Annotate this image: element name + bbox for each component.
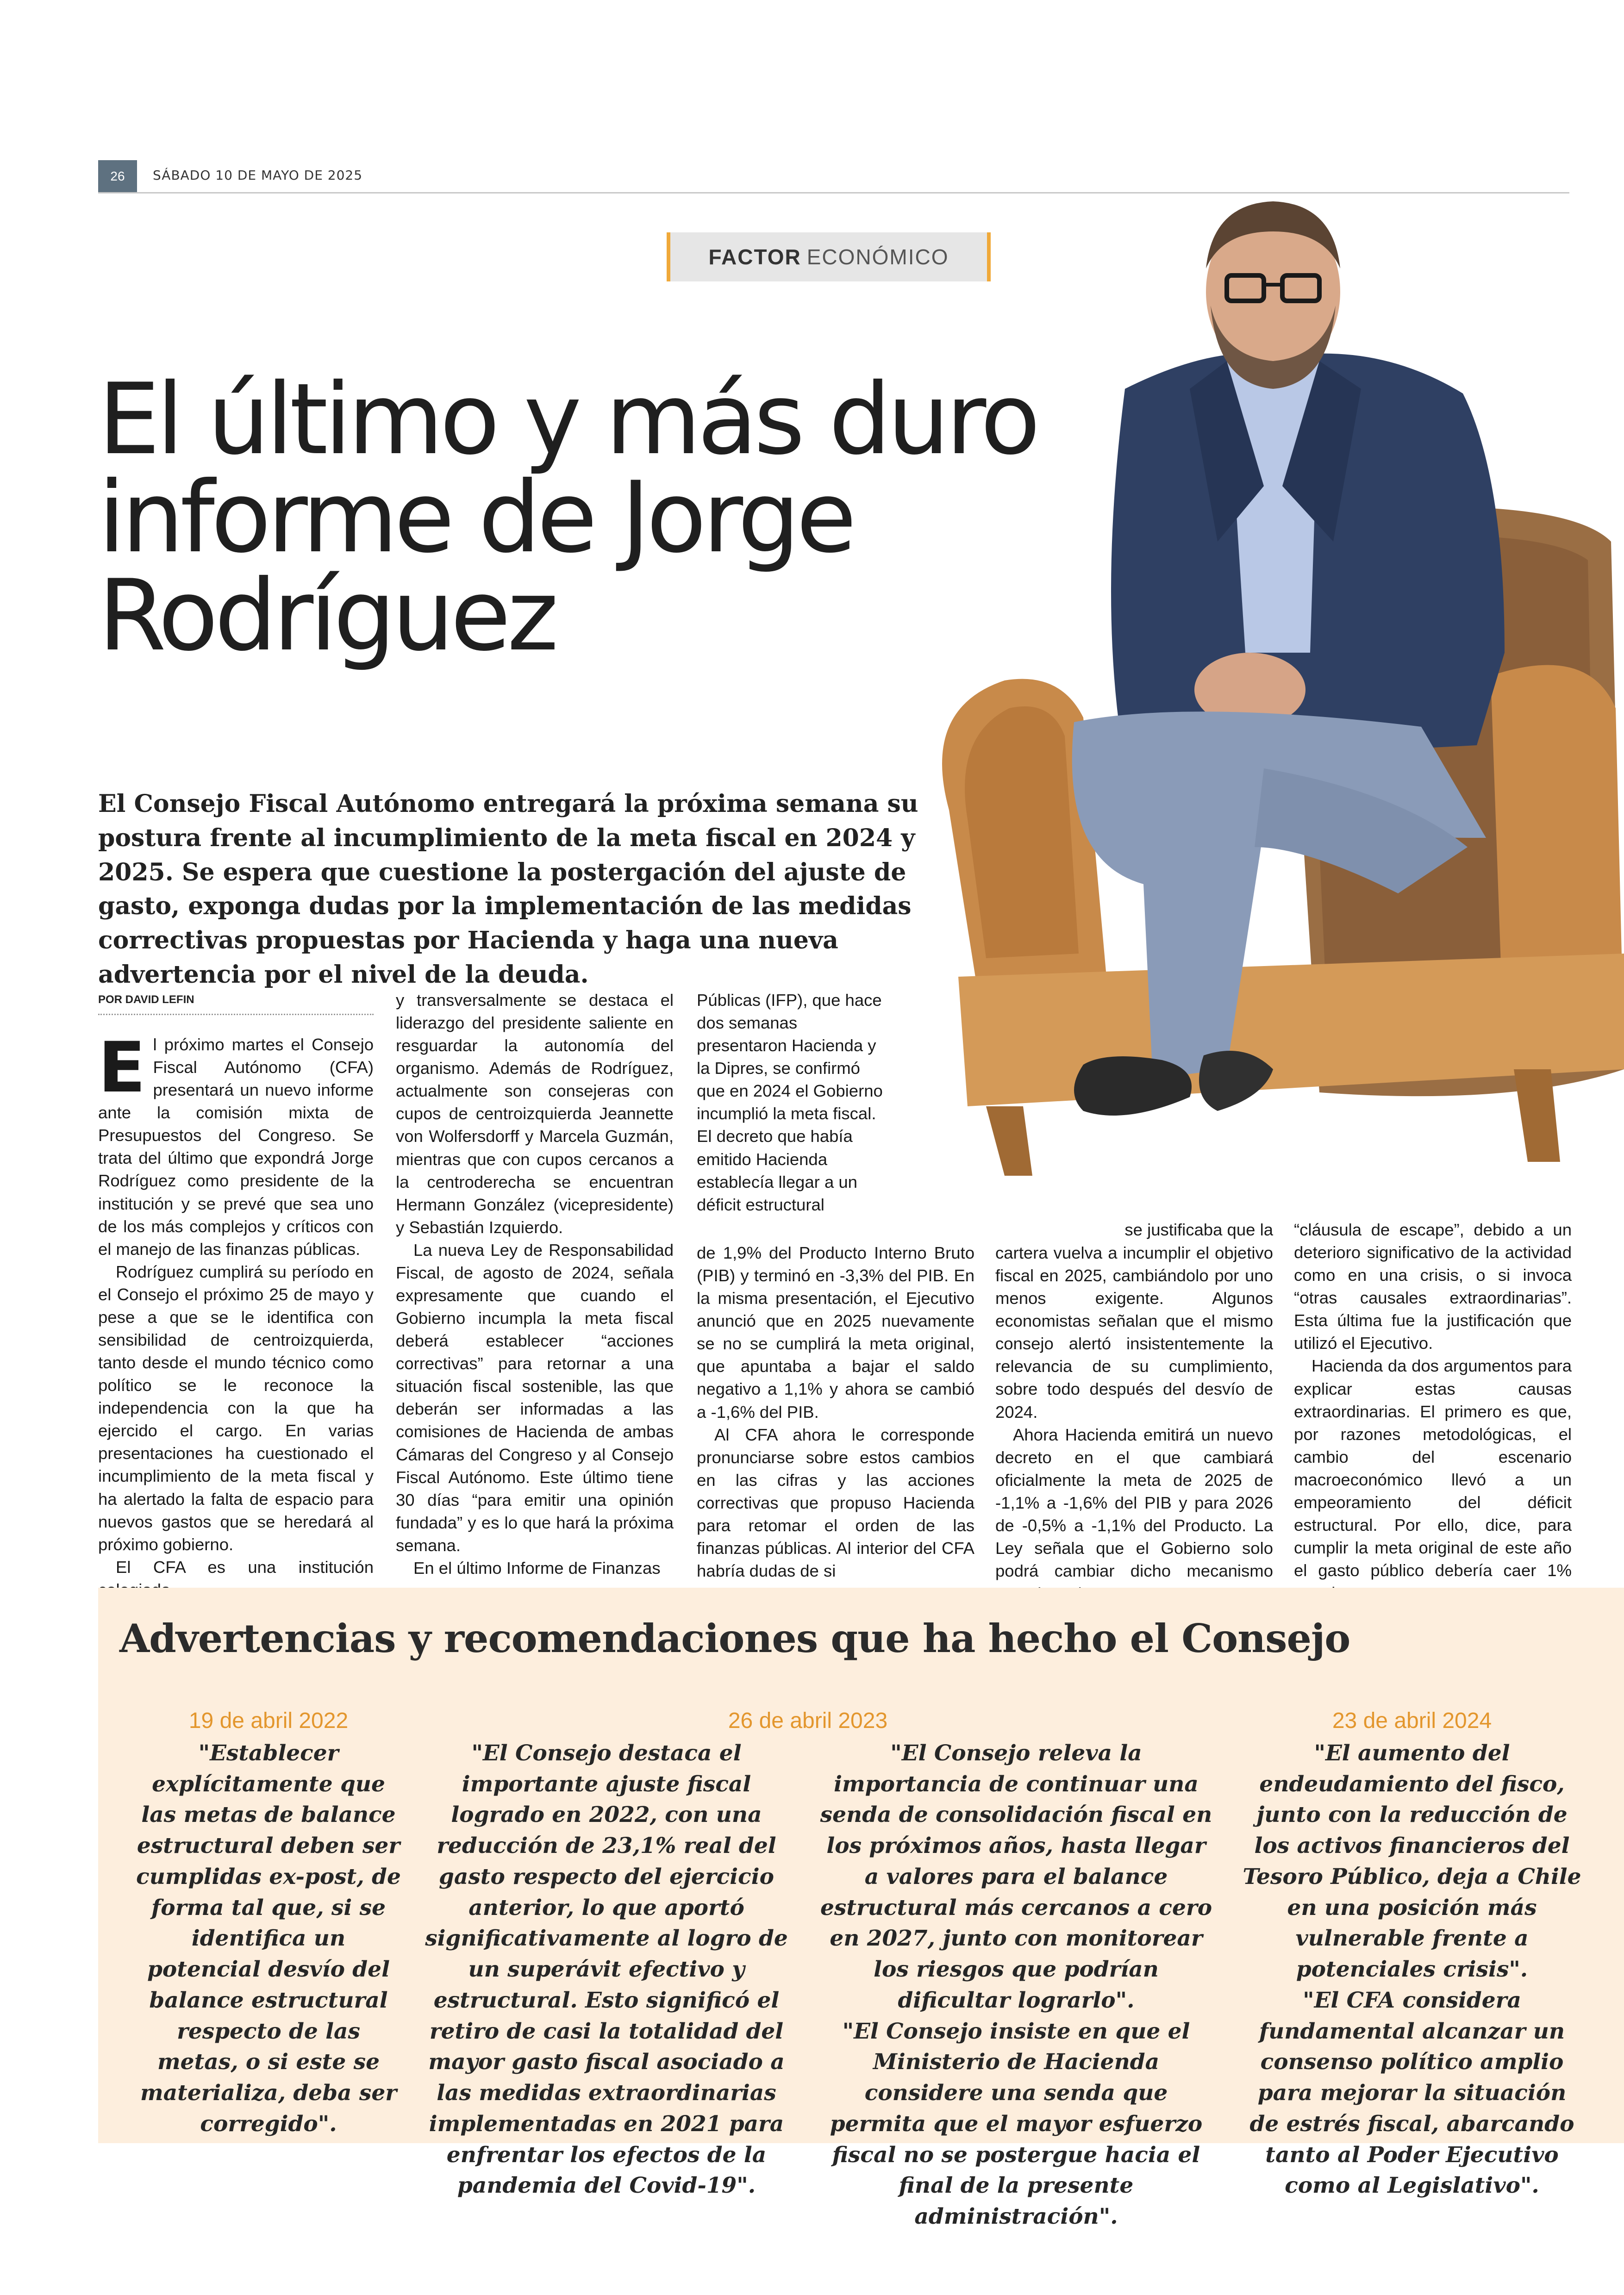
paragraph: La nueva Ley de Responsabilidad Fiscal, de agosto de 2024, señala expresamente que cuando el Gobierno incumpla la meta fiscal deberá establecer “acciones correctivas” para retornar a una situación fiscal sostenible, las que deberán ser informadas a las comisiones de Hacienda de ambas Cámaras del Congreso y al Consejo Fiscal Autónomo. Este último tiene 30 días “para emitir una opinión fundada” y es lo que hará la próxima semana. — [396, 1240, 674, 1555]
headline: El último y más duro informe de Jorge Rodríguez — [98, 362, 1037, 673]
box-date-2024: 23 de abril 2024 — [1332, 1709, 1492, 1733]
paragraph: cartera vuelva a incumplir el objetivo fiscal en 2025, cambiándolo por uno menos exigente. Algunos economistas señalan que el mismo consejo alertó insistentemente la relevancia de su cumplimiento, sobre todo después del desvío de 2024. — [995, 1243, 1273, 1422]
box-quote-2024 — [1241, 1738, 1583, 2201]
quote-text: "El aumento del endeudamiento del fisco, junto con la reducción de los activos financieros del Tesoro Público, deja a Chile en una posición más vulnerable frente a potenciales crisis". — [1243, 1740, 1581, 1983]
paragraph — [98, 1028, 374, 1260]
issue-date: SÁBADO 10 DE MAYO DE 2025 — [153, 168, 363, 183]
paragraph: y transversalmente se destaca el liderazgo del presidente saliente en resguardar la autonomía del organismo. Además de Rodríguez, actualmente son consejeras con cupos de centroizquierda Jeannette von Wolfersdorff y Marcela Guzmán, mientras que con cupos cercanos a la centroderecha se encuentran Hermann González (vicepresidente) y Sebastián Izquierdo. — [396, 991, 674, 1237]
quote-text: "El Consejo releva la importancia de continuar una senda de consolidación fiscal en los próximos años, hasta llegar a valores para el balance estructural más cercanos a cero en 2027, junto con monitorear los riesgos que podrían dificultar lograrlo". — [820, 1740, 1212, 2013]
lead-paragraph: El Consejo Fiscal Autónomo entregará la próxima semana su postura frente al incumplimiento de la meta fiscal en 2024 y 2025. Se espera que cuestione la postergación del ajuste de gasto, exponga dudas por la implementación de las medidas correctivas propuestas por Hacienda y haga una nueva advertencia por el nivel de la deuda. — [98, 790, 918, 989]
portrait-photo — [866, 190, 1624, 1185]
box-quote-2023-b — [817, 1738, 1215, 2233]
article-column-4-top — [995, 1218, 1273, 1241]
box-date-2023: 26 de abril 2023 — [728, 1709, 888, 1733]
paragraph: se justificaba que la — [1124, 1220, 1273, 1239]
quote-text: "El Consejo insiste en que el Ministerio de Hacienda considere una senda que permita que el mayor esfuerzo fiscal no se postergue hacia el final de la presente administración". — [830, 2018, 1203, 2230]
paragraph: de 1,9% del Producto Interno Bruto (PIB) y terminó en -3,3% del PIB. En la misma presentación, el Ejecutivo anunció que en 2025 nuevamente se no se cumplirá la meta original, que apuntaba a bajar el saldo negativo a 1,1% y ahora se cambió a -1,6% del PIB. — [697, 1243, 974, 1422]
box-quote-2023-a: "El Consejo destaca el importante ajuste fiscal logrado en 2022, con una reducción de 23,1% real del gasto respecto del ejercicio anterior, lo que aportó significativamente al logro de un superávit efectivo y estructural. Esto significó el retiro de casi la totalidad del mayor gasto fiscal asociado a las medidas extraordinarias implementadas en 2021 para enfrentar los efectos de la pandemia del Covid-19". — [425, 1740, 788, 2199]
sidebar-box-title: Advertencias y recomendaciones que ha hecho el Consejo — [119, 1615, 1350, 1661]
paragraph: El CFA es una institución — [116, 1557, 374, 1577]
article-column-5 — [1294, 1218, 1572, 1604]
article-column-3-top — [697, 989, 887, 1216]
quote-text: "El CFA considera fundamental alcanzar un consenso político amplio para mejorar la situación de estrés fiscal, abarcando tanto al Poder Ejecutivo como al Legislativo". — [1249, 1987, 1574, 2199]
article-column-1 — [98, 1028, 374, 1601]
paragraph-text: l próximo martes el Consejo Fiscal Autónomo (CFA) presentará un nuevo informe ante la comisión mixta de Presupuestos del Congreso. Se trata del último que expondrá Jorge Rodríguez como presidente de la institución y se prevé que sea uno de los más complejos y críticos con el manejo de las finanzas públicas. — [98, 1035, 374, 1259]
article-column-3 — [697, 1241, 974, 1582]
paragraph: Hacienda da dos argumentos para explicar estas causas extraordinarias. El primero es que, por razones metodológicas, el cambio del escenario macroeconómico llevó a un empeoramiento del déficit estructural. Por ello, dice, para cumplir la meta original de este año el gasto público debería caer 1% — [1294, 1356, 1572, 1580]
article-column-2 — [396, 989, 674, 1579]
paragraph: En el último Informe de Finanzas — [413, 1558, 661, 1578]
paragraph: Ahora Hacienda emitirá un nuevo decreto en el que cambiará oficialmente la meta de 2025 de -1,1% a -1,6% del PIB y para 2026 de -0,5% a -1,1% del Producto. La Ley señala que el Gobierno solo podrá cambiar dicho mecanismo — [995, 1425, 1273, 1581]
section-tag-bold: FACTOR — [708, 245, 801, 269]
byline: POR DAVID LEFIN — [98, 993, 374, 1015]
box-quote-2022: "Establecer explícitamente que las metas de balance estructural deben ser cumplidas ex-post, de forma tal que, si se identifica un potencial desvío del balance estructural respecto de las metas, o si este se materializa, deba ser corregido". — [136, 1740, 401, 2137]
section-tag-light: ECONÓMICO — [806, 245, 949, 269]
paragraph: Públicas (IFP), que hace dos semanas presentaron Hacienda y la Dipres, se confirmó que en 2024 el Gobierno incumplió la meta fiscal. El decreto que había emitido Hacienda establecía llegar a un déficit estructural — [697, 991, 883, 1214]
paragraph: Rodríguez cumplirá su período en el Consejo el próximo 25 de mayo y pese a que se le identifica con sensibilidad de centroizquierda, tanto desde el mundo técnico como político se le reconoce la independencia con la que ha ejercido el cargo. En varias presentaciones ha cuestionado el incumplimiento de la meta fiscal y ha alertado la falta de espacio para nuevos gastos que se heredará al próximo gobierno. — [98, 1262, 374, 1554]
paragraph: “cláusula de escape”, debido a un deterioro significativo de la actividad como en una crisis, o si invoca “otras causales extraordinarias”. Esta última fue la justificación que utilizó el Ejecutivo. — [1294, 1220, 1572, 1353]
paragraph: Al CFA ahora le corresponde pronunciarse sobre estos cambios en las cifras y las acciones correctivas que propuso Hacienda para retomar el orden de las finanzas públicas. Al interior del CFA habría dudas de si — [697, 1425, 974, 1581]
box-date-2022: 19 de abril 2022 — [188, 1709, 349, 1733]
page-number: 26 — [98, 160, 137, 193]
dropcap: E — [98, 1028, 146, 1108]
article-column-4 — [995, 1241, 1273, 1605]
